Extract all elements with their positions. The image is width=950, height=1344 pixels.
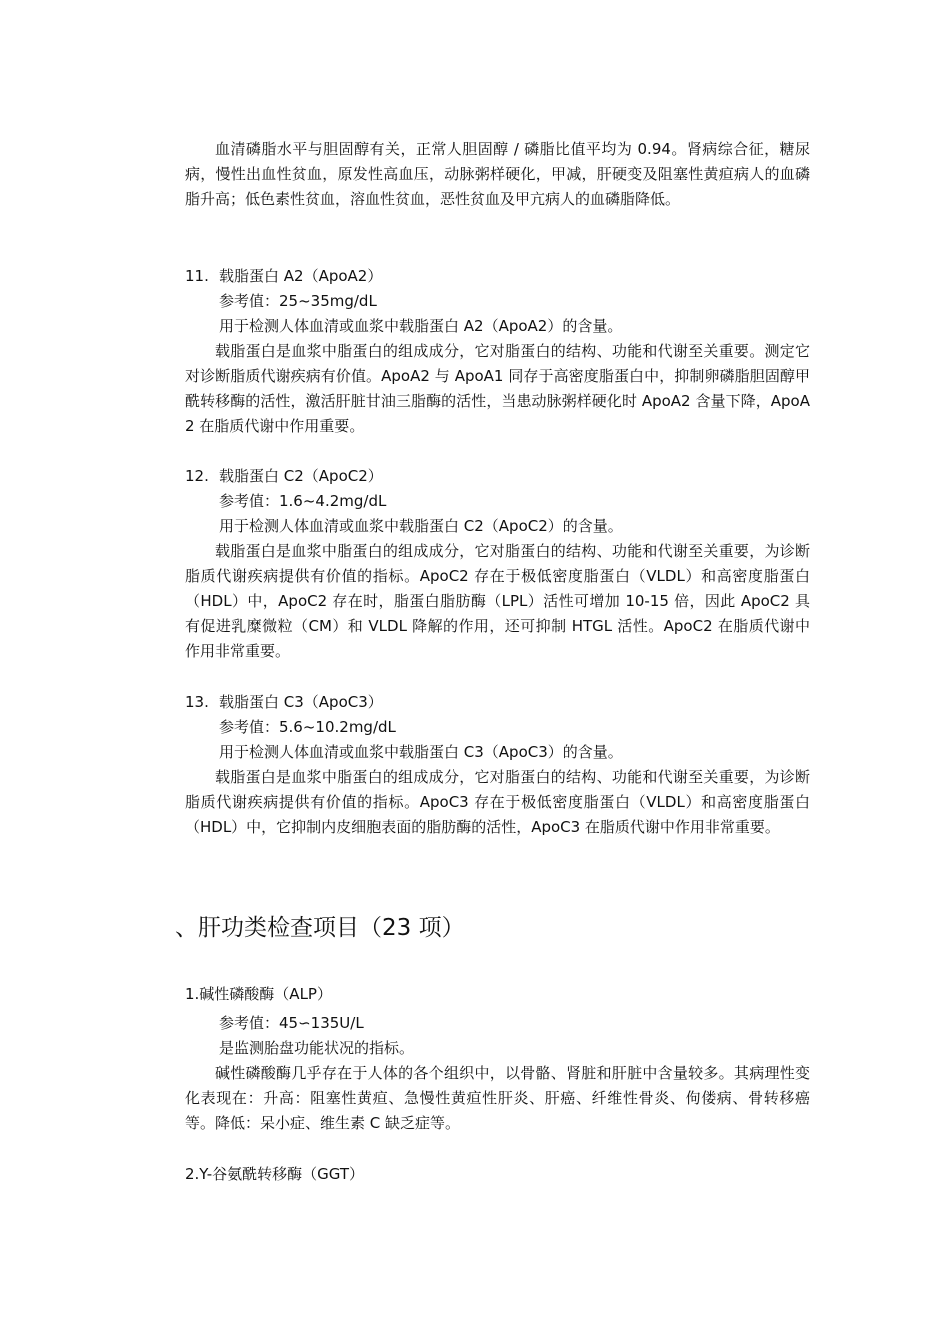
liver-item-2-title: 2.Y-谷氨酰转移酶（GGT） xyxy=(185,1165,364,1183)
item-12-title: 载脂蛋白 C2（ApoC2） xyxy=(219,467,383,485)
liver-item-1-title: 1.碱性磷酸酶（ALP） xyxy=(185,985,332,1003)
item-13-usage: 用于检测人体血清或血浆中载脂蛋白 C3（ApoC3）的含量。 xyxy=(219,743,623,761)
item-11-title: 载脂蛋白 A2（ApoA2） xyxy=(219,267,383,285)
item-13-number: 13. xyxy=(185,693,209,711)
liver-item-1-description: 碱性磷酸酶几乎存在于人体的各个组织中，以骨骼、肾脏和肝脏中含量较多。其病理性变化表现在：升高：阻塞性黄疸、急慢性黄疸性肝炎、肝癌、纤维性骨炎、佝偻病、骨转移癌等。降低：呆小症、维生素 C 缺乏症等。 xyxy=(185,1064,810,1132)
liver-item-1-usage: 是监测胎盘功能状况的指标。 xyxy=(219,1039,415,1057)
item-11-usage: 用于检测人体血清或血浆中载脂蛋白 A2（ApoA2）的含量。 xyxy=(219,317,623,335)
item-11-reference: 参考值：25~35mg/dL xyxy=(219,292,377,310)
item-12-number: 12. xyxy=(185,467,209,485)
item-13-title: 载脂蛋白 C3（ApoC3） xyxy=(219,693,383,711)
item-12-description: 载脂蛋白是血浆中脂蛋白的组成成分，它对脂蛋白的结构、功能和代谢至关重要，为诊断脂质代谢疾病提供有价值的指标。ApoC2 存在于极低密度脂蛋白（VLDL）和高密度脂蛋白（HDL）中，ApoC2 存在时，脂蛋白脂肪酶（LPL）活性可增加 10-15 倍，因此 ApoC2 具有促进乳糜微粒（CM）和 VLDL 降解的作用，还可抑制 HTGL 活性。ApoC2 在脂质代谢中作用非常重要。 xyxy=(185,542,810,660)
item-12-usage: 用于检测人体血清或血浆中载脂蛋白 C2（ApoC2）的含量。 xyxy=(219,517,623,535)
item-13-reference: 参考值：5.6~10.2mg/dL xyxy=(219,718,396,736)
item-11-description: 载脂蛋白是血浆中脂蛋白的组成成分，它对脂蛋白的结构、功能和代谢至关重要。测定它对诊断脂质代谢疾病有价值。ApoA2 与 ApoA1 同存于高密度脂蛋白中，抑制卵磷脂胆固醇甲酰转移酶的活性，激活肝脏甘油三脂酶的活性，当患动脉粥样硬化时 ApoA2 含量下降，ApoA2 在脂质代谢中作用重要。 xyxy=(185,342,810,435)
item-11-number: 11. xyxy=(185,267,209,285)
intro-paragraph: 血清磷脂水平与胆固醇有关，正常人胆固醇 / 磷脂比值平均为 0.94。肾病综合征，糖尿病，慢性出血性贫血，原发性高血压，动脉粥样硬化，甲减，肝硬变及阻塞性黄疸病人的血磷脂升高；低色素性贫血，溶血性贫血，恶性贫血及甲亢病人的血磷脂降低。 xyxy=(185,140,810,208)
item-13-description: 载脂蛋白是血浆中脂蛋白的组成成分，它对脂蛋白的结构、功能和代谢至关重要，为诊断脂质代谢疾病提供有价值的指标。ApoC3 存在于极低密度脂蛋白（VLDL）和高密度脂蛋白（HDL）中，它抑制内皮细胞表面的脂肪酶的活性，ApoC3 在脂质代谢中作用非常重要。 xyxy=(185,768,810,836)
liver-item-1-reference: 参考值：45∽135U/L xyxy=(219,1014,364,1032)
item-12-reference: 参考值：1.6~4.2mg/dL xyxy=(219,492,387,510)
section-title: 、肝功类检查项目（23 项） xyxy=(175,915,465,941)
